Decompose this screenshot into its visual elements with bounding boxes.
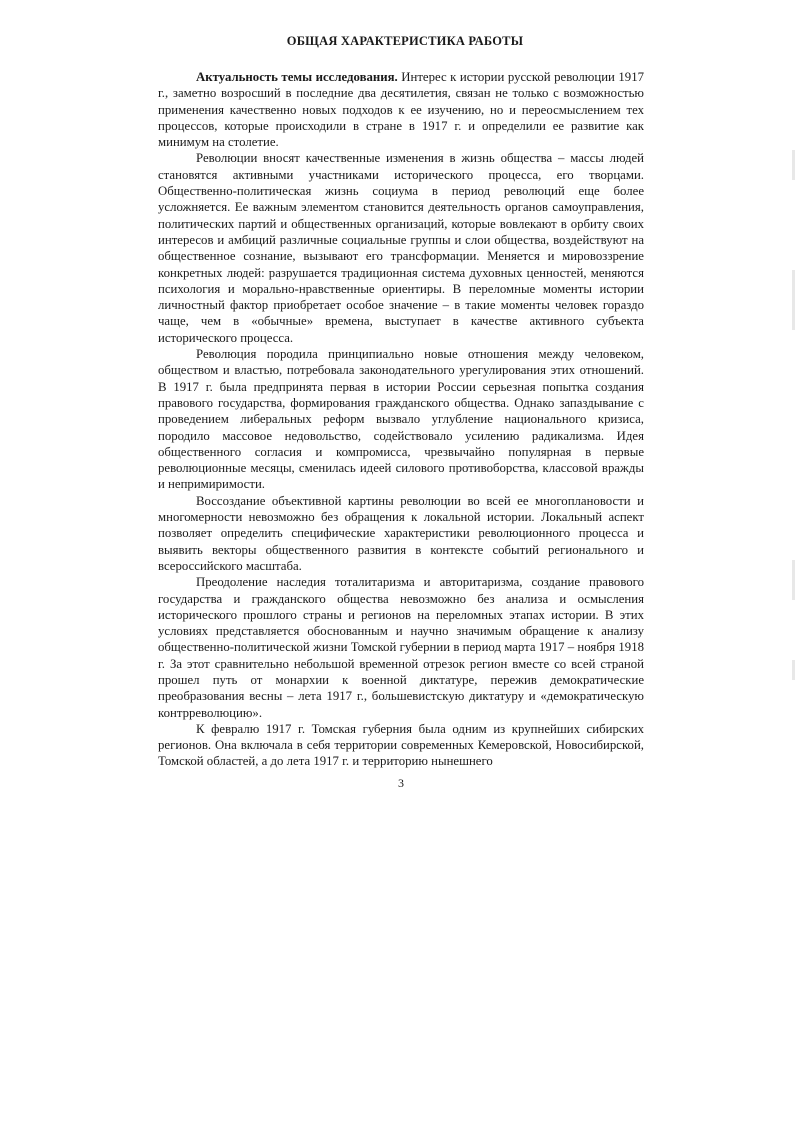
- paragraph-revolution-changes: Революции вносят качественные изменения в жизнь общества – массы людей становятся активными участниками исторического процесса, его творцами. Общественно-политическая жизнь социума в период революций еще более усложняется. Ее важным элементом становится деятельность органов самоуправления, политических партий и общественных организаций, которые вовлекают в орбиту своих интересов и амбиций различные социальные группы и слои общества, воздействуют на общественное сознание, вызывают его трансформации. Меняется и мировоззрение конкретных людей: разрушается традиционная система духовных ценностей, меняются психология и морально-нравственные ориентиры. В переломные моменты истории личностный фактор приобретает особое значение – в такие моменты человек гораздо чаще, чем в «обычные» времена, выступает в качестве активного субъекта исторического процесса.: [158, 151, 644, 345]
- page-number: 3: [398, 775, 404, 790]
- paragraph-lead: Актуальность темы исследования.: [196, 70, 398, 84]
- scan-margin-mark: [792, 270, 795, 330]
- document-page: [158, 34, 644, 791]
- paragraph-relevance: [158, 69, 644, 150]
- paragraph-tomsk-province: К февралю 1917 г. Томская губерния была одним из крупнейших сибирских регионов. Она включала в себя территории современных Кемеровской, Новосибирской, Томской областей, а до лета 1917 г. и территорию нынешнего: [158, 721, 644, 769]
- paragraph-local-history: Воссоздание объективной картины революции во всей ее многоплановости и многомерности невозможно без обращения к локальной истории. Локальный аспект позволяет определить специфические характеристики революционного процесса и выявить векторы общественного развития в контексте событий регионального и всероссийского масштаба.: [158, 493, 644, 573]
- paragraph-totalitarianism: Преодоление наследия тоталитаризма и авторитаризма, создание правового государства и гражданского общества невозможно без анализа и осмысления исторического прошлого страны и регионов на переломных этапах истории. В этих условиях представляется обоснованным и научно значимым обращение к анализу общественно-политической жизни Томской губернии в период марта 1917 – ноября 1918 г. За этот сравнительно небольшой временной отрезок регион вместе со всей страной прошел путь от монархии к военной диктатуре, пережив демократические преобразования весны – лета 1917 г., большевистскую диктатуру и «демократическую контрреволюцию».: [158, 575, 644, 720]
- scan-margin-mark: [792, 560, 795, 600]
- document-title: ОБЩАЯ ХАРАКТЕРИСТИКА РАБОТЫ: [286, 34, 524, 48]
- scan-margin-mark: [792, 660, 795, 680]
- paragraph-new-relations: Революция породила принципиально новые отношения между человеком, обществом и властью, потребовала законодательного урегулирования этих отношений. В 1917 г. была предпринята первая в истории России серьезная попытка создания правового государства, формирования гражданского общества. Однако запаздывание с проведением либеральных реформ вызвало углубление национального кризиса, породило массовое недовольство, содействовало усилению радикализма. Идея общественного согласия и компромисса, чрезвычайно популярная в первые революционные месяцы, сменилась идеей силового противоборства, классовой вражды и непримиримости.: [158, 347, 644, 492]
- paragraph-text: Интерес к истории русской революции 1917 г., заметно возросший в последние два десятилетия, связан не только с возможностью применения качественно новых подходов к ее изучению, но и переосмыслением тех процессов, которые происходили в стране в 1917 г. и определили ее развитие как минимум на столетие.: [158, 70, 644, 150]
- scan-margin-mark: [792, 150, 795, 180]
